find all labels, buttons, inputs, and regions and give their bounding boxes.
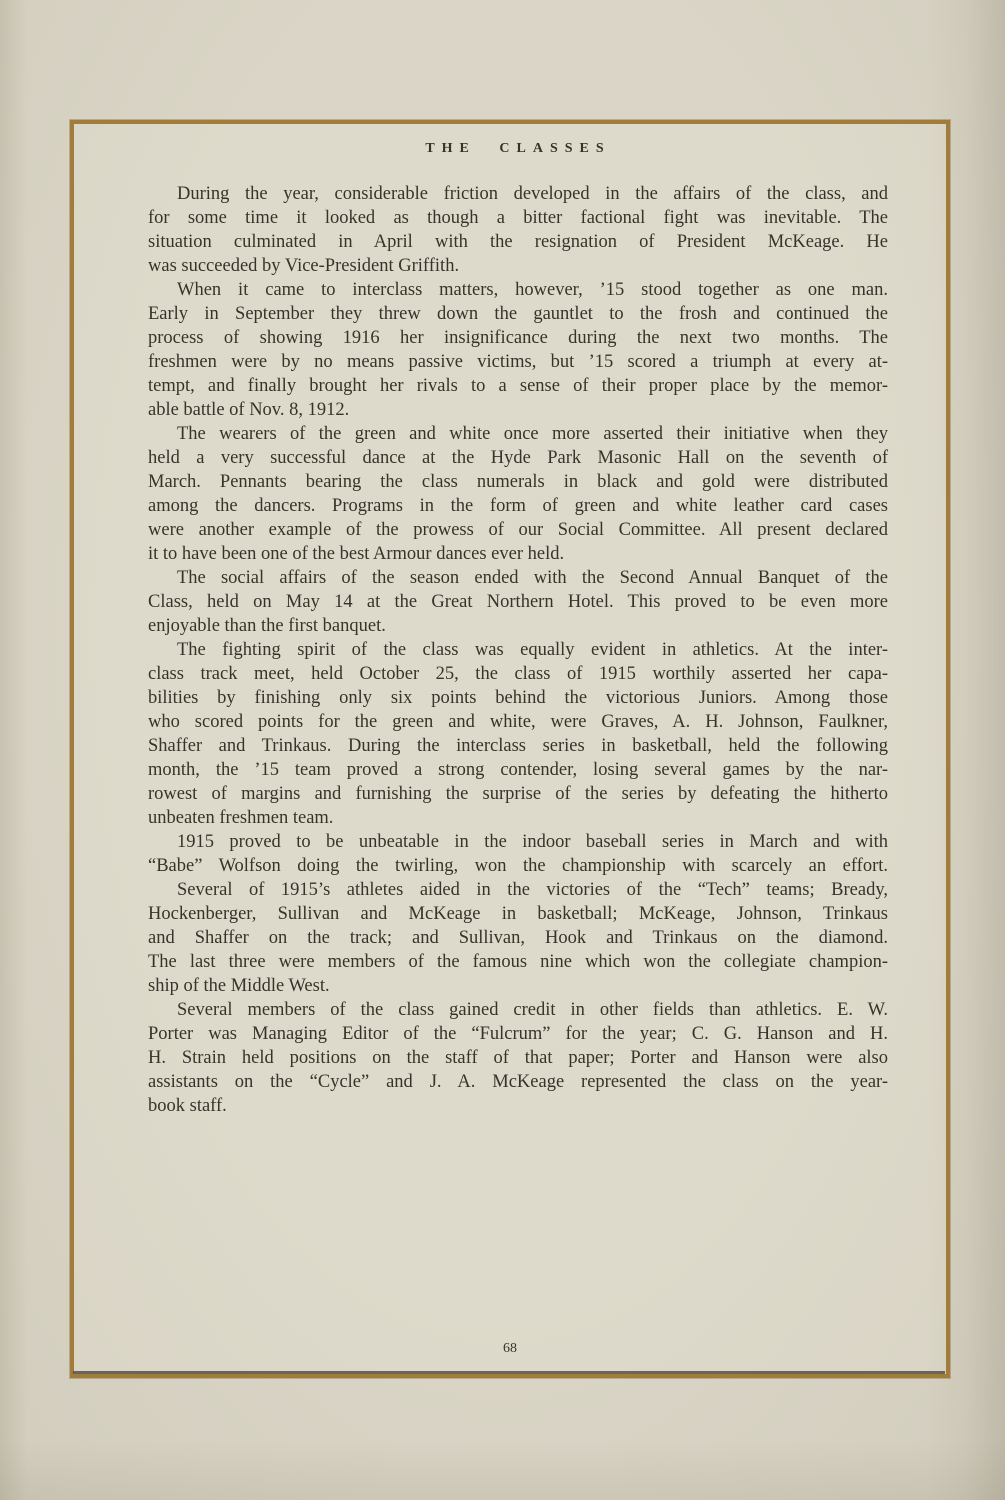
text-line: class track meet, held October 25, the class of 1915 worthily asserted her capa- <box>148 664 888 684</box>
text-line: it to have been one of the best Armour dances ever held. <box>148 544 565 564</box>
text-line: held a very successful dance at the Hyde Park Masonic Hall on the seventh of <box>148 448 888 468</box>
article <box>148 182 888 1118</box>
text-line: During the year, considerable friction developed in the affairs of the class, and <box>177 184 888 204</box>
text-line: tempt, and finally brought her rivals to a sense of their proper place by the memor- <box>148 376 888 396</box>
page-title: THE CLASSES <box>425 141 611 156</box>
text-line: book staff. <box>148 1096 227 1116</box>
text-line: month, the ’15 team proved a strong contender, losing several games by the nar- <box>148 760 888 780</box>
text-line: ship of the Middle West. <box>148 976 330 996</box>
text-line: able battle of Nov. 8, 1912. <box>148 400 350 420</box>
text-line: who scored points for the green and white, were Graves, A. H. Johnson, Faulkner, <box>148 712 888 732</box>
text-line: The fighting spirit of the class was equally evident in athletics. At the inter- <box>177 640 888 660</box>
text-line: 1915 proved to be unbeatable in the indoor baseball series in March and with <box>177 832 888 852</box>
frame-bottom-shadow <box>73 1371 945 1374</box>
text-line: for some time it looked as though a bitter factional fight was inevitable. The <box>148 208 888 228</box>
text-line: Porter was Managing Editor of the “Fulcrum” for the year; C. G. Hanson and H. <box>148 1024 888 1044</box>
text-line: Several members of the class gained credit in other fields than athletics. E. W. <box>177 1000 888 1020</box>
text-line: “Babe” Wolfson doing the twirling, won the championship with scarcely an effort. <box>148 856 888 876</box>
text-line: Class, held on May 14 at the Great Northern Hotel. This proved to be even more <box>148 592 888 612</box>
text-line: Early in September they threw down the gauntlet to the frosh and continued the <box>148 304 888 324</box>
text-line: rowest of margins and furnishing the surprise of the series by defeating the hitherto <box>148 784 888 804</box>
text-line: The last three were members of the famous nine which won the collegiate champion- <box>148 952 888 972</box>
text-line: and Shaffer on the track; and Sullivan, Hook and Trinkaus on the diamond. <box>148 928 888 948</box>
text-line: Several of 1915’s athletes aided in the victories of the “Tech” teams; Bready, <box>177 880 888 900</box>
scan-speck <box>451 1304 473 1312</box>
text-line: When it came to interclass matters, however, ’15 stood together as one man. <box>177 280 888 300</box>
page-number: 68 <box>503 1341 517 1356</box>
text-line: process of showing 1916 her insignificance during the next two months. The <box>148 328 888 348</box>
text-line: March. Pennants bearing the class numerals in black and gold were distributed <box>148 472 888 492</box>
text-line: enjoyable than the first banquet. <box>148 616 386 636</box>
text-line: unbeaten freshmen team. <box>148 808 334 828</box>
text-line: Hockenberger, Sullivan and McKeage in basketball; McKeage, Johnson, Trinkaus <box>148 904 888 924</box>
text-line: The social affairs of the season ended with the Second Annual Banquet of the <box>177 568 888 588</box>
text-line: were another example of the prowess of our Social Committee. All present declared <box>148 520 888 540</box>
text-line: situation culminated in April with the resignation of President McKeage. He <box>148 232 888 252</box>
text-line: The wearers of the green and white once more asserted their initiative when they <box>177 424 888 444</box>
text-line: freshmen were by no means passive victims, but ’15 scored a triumph at every at- <box>148 352 888 372</box>
text-line: H. Strain held positions on the staff of that paper; Porter and Hanson were also <box>148 1048 888 1068</box>
text-line: Shaffer and Trinkaus. During the interclass series in basketball, held the following <box>148 736 888 756</box>
text-line: among the dancers. Programs in the form of green and white leather card cases <box>148 496 888 516</box>
text-line: assistants on the “Cycle” and J. A. McKeage represented the class on the year- <box>148 1072 888 1092</box>
text-line: was succeeded by Vice-President Griffith. <box>148 256 460 276</box>
text-line: bilities by finishing only six points behind the victorious Juniors. Among those <box>148 688 888 708</box>
